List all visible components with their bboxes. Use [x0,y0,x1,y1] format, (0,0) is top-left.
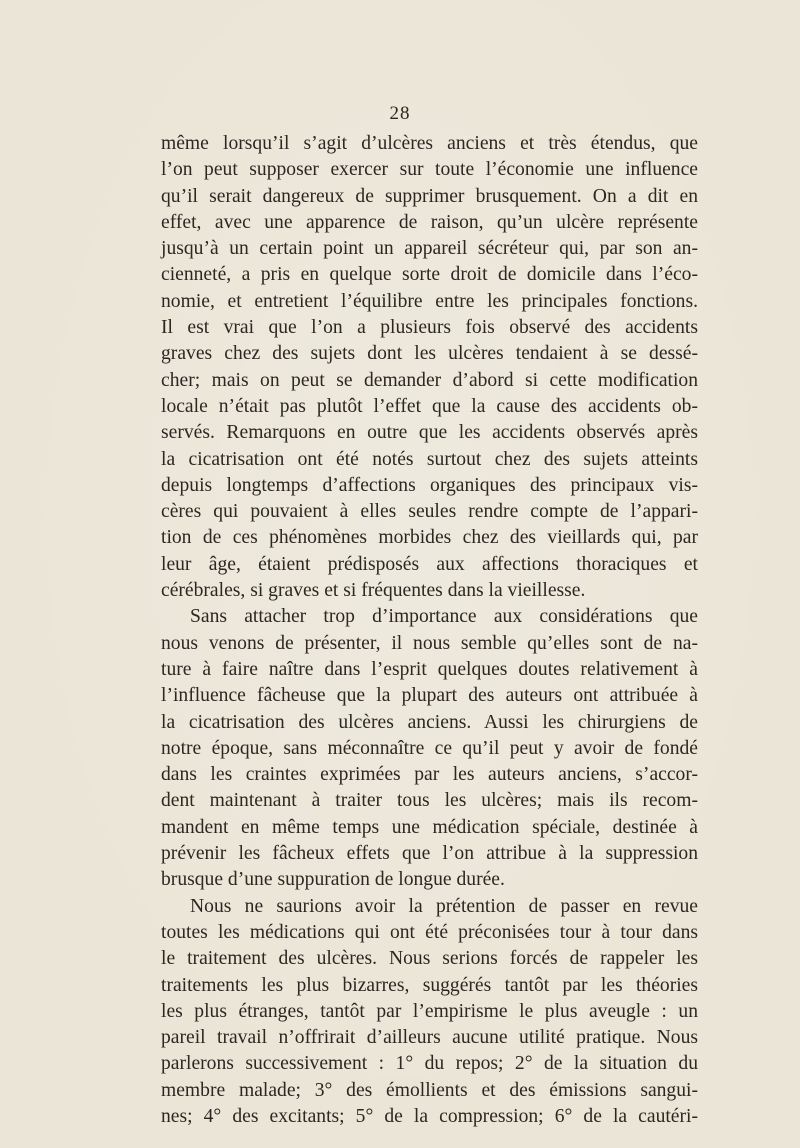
text-line: nomie, et entretient l’équilibre entre les principales fonctions. [161,290,698,312]
text-line: le traitement des ulcères. Nous serions forcés de rappeler les [161,948,698,970]
text-line: Nous ne saurions avoir la prétention de passer en revue [190,895,698,917]
text-line: pareil travail n’offrirait d’ailleurs aucune utilité pratique. Nous [161,1027,698,1049]
text-line: dent maintenant à traiter tous les ulcères; mais ils recom- [161,790,698,812]
text-line: l’influence fâcheuse que la plupart des auteurs ont attribuée à [161,685,698,707]
text-line: la cicatrisation des ulcères anciens. Aussi les chirurgiens de [161,711,698,733]
text-line: nous venons de présenter, il nous semble qu’elles sont de na- [161,632,698,654]
text-line: Il est vrai que l’on a plusieurs fois observé des accidents [161,317,698,339]
text-line: même lorsqu’il s’agit d’ulcères anciens et très étendus, que [161,133,698,154]
text-line: locale n’était pas plutôt l’effet que la cause des accidents ob- [161,395,698,417]
text-line: cères qui pouvaient à elles seules rendre compte de l’appari- [161,501,698,523]
text-line: l’on peut supposer exercer sur toute l’économie une influence [161,159,698,181]
text-line: notre époque, sans méconnaître ce qu’il peut y avoir de fondé [161,737,698,759]
text-line: leur âge, étaient prédisposés aux affections thoraciques et [161,553,698,575]
text-line: ture à faire naître dans l’esprit quelques doutes relativement à [161,658,698,680]
text-line: depuis longtemps d’affections organiques des principaux vis- [161,474,698,496]
text-line: cienneté, a pris en quelque sorte droit de domicile dans l’éco- [161,264,698,286]
text-line: membre malade; 3° des émollients et des émissions sangui- [161,1079,698,1101]
text-line: prévenir les fâcheux effets que l’on attribue à la suppression [161,843,698,865]
text-line: traitements les plus bizarres, suggérés tantôt par les théories [161,974,698,996]
text-line: graves chez des sujets dont les ulcères tendaient à se dessé- [161,343,698,365]
text-line: les plus étranges, tantôt par l’empirisme le plus aveugle : un [161,1000,698,1022]
text-line: brusque d’une suppuration de longue durée. [161,869,505,891]
text-line: qu’il serait dangereux de supprimer brusquement. On a dit en [161,185,698,207]
text-line: tion de ces phénomènes morbides chez des vieillards qui, par [161,527,698,549]
body-text [161,131,698,1130]
text-line: dans les craintes exprimées par les auteurs anciens, s’accor- [161,764,698,786]
text-line: la cicatrisation ont été notés surtout chez des sujets atteints [161,448,698,470]
text-line: effet, avec une apparence de raison, qu’un ulcère représente [161,211,698,233]
text-line: toutes les médications qui ont été préconisées tour à tour dans [161,921,698,943]
text-line: parlerons successivement : 1° du repos; 2° de la situation du [161,1053,698,1075]
text-line: Sans attacher trop d’importance aux considérations que [190,606,698,628]
text-line: jusqu’à un certain point un appareil sécréteur qui, par son an- [161,238,698,260]
text-line: nes; 4° des excitants; 5° de la compression; 6° de la cautéri- [161,1105,698,1127]
text-line: servés. Remarquons en outre que les accidents observés après [161,422,698,444]
text-line: cérébrales, si graves et si fréquentes dans la vieillesse. [161,580,586,602]
text-line: cher; mais on peut se demander d’abord si cette modification [161,369,698,391]
text-line: mandent en même temps une médication spéciale, destinée à [161,816,698,838]
page-number: 28 [389,103,411,124]
